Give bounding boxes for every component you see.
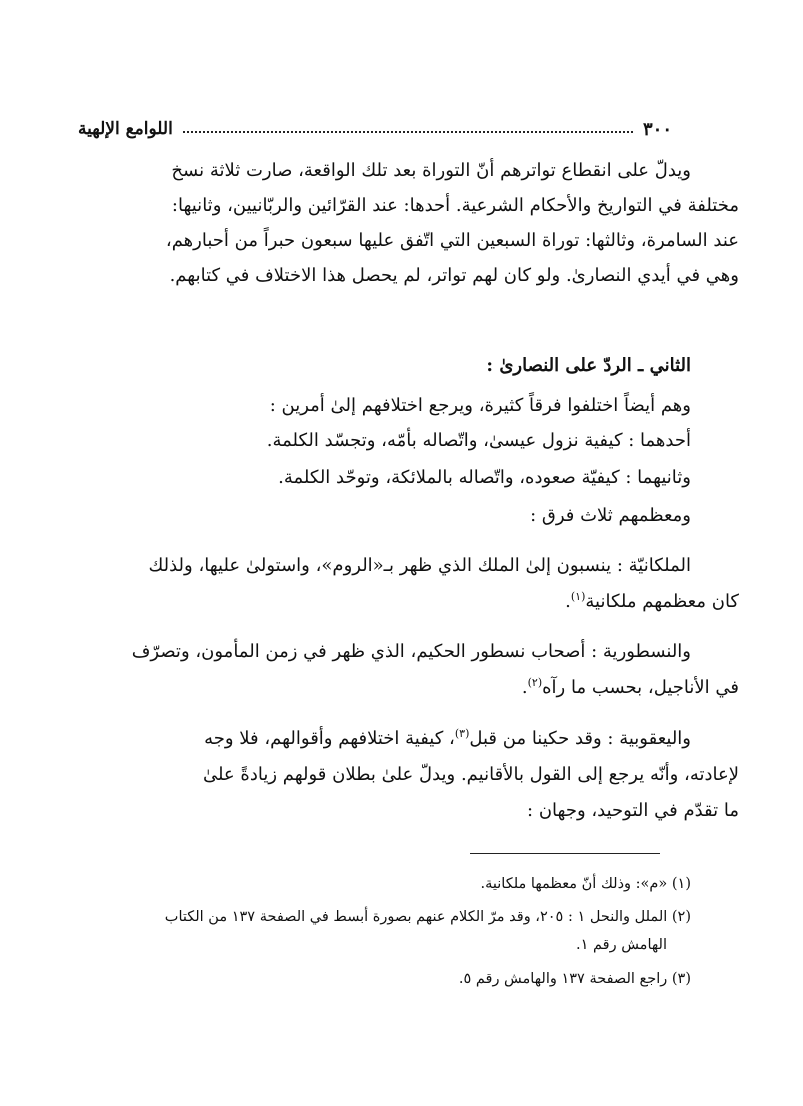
body-line: أحدهما : كيفية نزول عيسىٰ، واتّصاله بأُمّه، وتجسّد الكلمة. xyxy=(266,430,691,451)
malkaniyya-line: الملكانيّة : ينسبون إلىٰ الملك الذي ظهر بـ«الروم»، واستولىٰ عليها، ولذلك xyxy=(148,555,691,576)
paragraph1-line: مختلفة في التواريخ والأحكام الشرعية. أحدها: عند القرّائين والربّانيين، وثانيها: xyxy=(171,195,739,216)
body-line: وهم أيضاً اختلفوا فرقاً كثيرة، ويرجع اختلافهم إلىٰ أمرين : xyxy=(269,395,691,416)
malkaniyya-line: كان معظمهم ملكانية$^{(١)}$. xyxy=(565,590,739,612)
yaqubiyya-line: واليعقوبية : وقد حكينا من قبل$^{(٣)}$، كيفية اختلافهم وأقوالهم، فلا وجه xyxy=(204,727,691,749)
footnote-ref: (٢) xyxy=(527,676,543,689)
yaqubiyya-line: ما تقدّم في التوحيد، وجهان : xyxy=(527,800,739,821)
footnote-ref: (٣) xyxy=(454,727,470,740)
footnote-continuation: الهامش رقم ١. xyxy=(575,937,667,953)
running-title: اللوامع الإلهية xyxy=(78,119,173,139)
paragraph1-line: وهي في أيدي النصارىٰ. ولو كان لهم تواتر، لم يحصل هذا الاختلاف في كتابهم. xyxy=(169,265,739,286)
header-dotted-leader xyxy=(183,121,633,133)
paragraph1-line: عند السامرة، وثالثها: توراة السبعين التي اتّفق عليها سبعون حبراً من أحبارهم، xyxy=(165,230,739,251)
nastooriyya-line: في الأناجيل، بحسب ما رآه$^{(٢)}$. xyxy=(521,676,739,698)
footnote: (٢) الملل والنحل ١ : ٢٠٥، وقد مرّ الكلام عنهم بصورة أبسط في الصفحة ١٣٧ من الكتاب xyxy=(164,909,691,925)
footnote: (١) «م»: وذلك أنّ معظمها ملكانية. xyxy=(480,876,691,892)
running-header xyxy=(78,112,672,146)
footnote-separator xyxy=(470,853,660,854)
section-heading: الثاني ـ الردّ على النصارىٰ : xyxy=(486,355,691,376)
page-number: ٣٠٠ xyxy=(642,118,672,140)
nastooriyya-line: والنسطورية : أصحاب نسطور الحكيم، الذي ظهر في زمن المأمون، وتصرّف xyxy=(131,641,691,662)
body-line: وثانيهما : كيفيّة صعوده، واتّصاله بالملائكة، وتوحّد الكلمة. xyxy=(278,467,691,488)
yaqubiyya-line: لإعادته، وأنّه يرجع إلى القول بالأقانيم. ويدلّ علىٰ بطلان قولهم زيادةً علىٰ xyxy=(202,764,739,785)
footnote-ref: (١) xyxy=(570,590,586,603)
paragraph1-line: ويدلّ على انقطاع تواترهم أنّ التوراة بعد تلك الواقعة، صارت ثلاثة نسخ xyxy=(171,160,691,181)
body-line: ومعظمهم ثلاث فرق : xyxy=(530,505,691,526)
footnote: (٣) راجع الصفحة ١٣٧ والهامش رقم ٥. xyxy=(458,971,691,987)
